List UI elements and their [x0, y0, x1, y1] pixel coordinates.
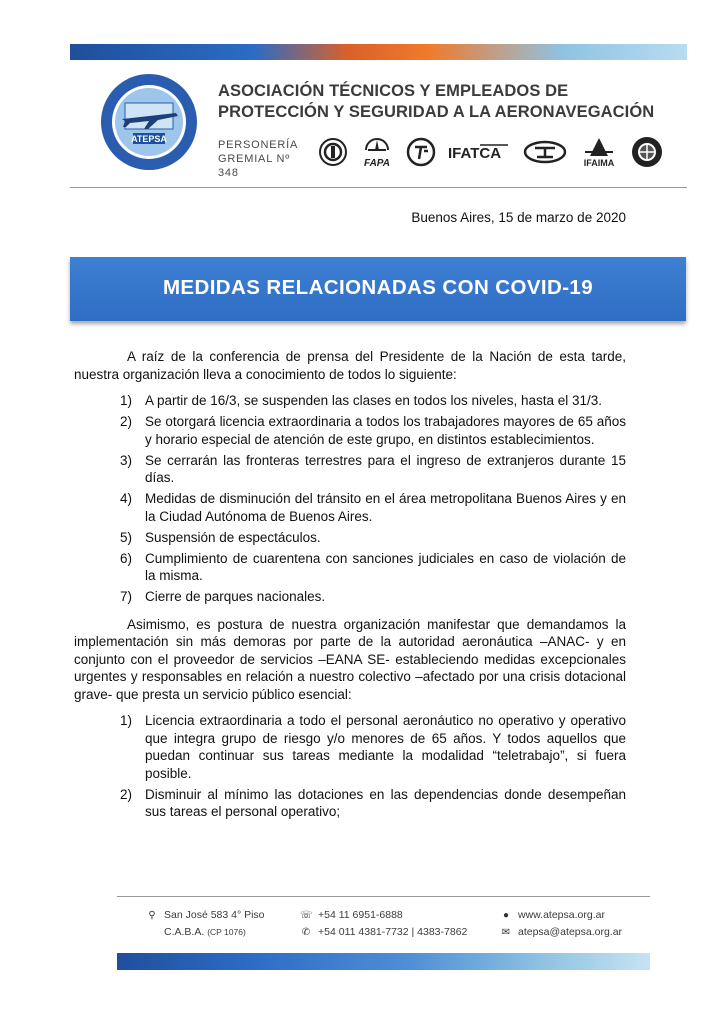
list-item: 2) Se otorgará licencia extraordinaria a todos los trabajadores mayores de 65 años y horario especial de atención de este grupo, en distintos establecimientos.	[120, 414, 626, 447]
document-body	[74, 348, 626, 824]
confederation-logo	[631, 136, 663, 168]
list-item: 6) Cumplimiento de cuarentena con sanciones judiciales en caso de violación de la misma.	[120, 550, 626, 583]
affiliation-logos	[318, 134, 663, 170]
top-color-bar	[70, 44, 687, 60]
whatsapp-icon: ☏	[300, 910, 313, 921]
bottom-color-bar	[117, 953, 650, 970]
address-line2: C.A.B.A.	[164, 926, 205, 938]
globe-icon: ●	[502, 910, 510, 921]
fapa-logo-text: FAPA	[364, 158, 391, 168]
intro-paragraph: A raíz de la conferencia de prensa del Presidente de la Nación de esta tarde, nuestra organización lleva a conocimiento de todos lo siguiente:	[74, 349, 626, 382]
header-divider	[70, 187, 687, 188]
document-title: MEDIDAS RELACIONADAS CON COVID-19	[162, 276, 594, 299]
catt-logo	[523, 140, 567, 164]
ifatca-logo-text: IFATCA	[448, 145, 502, 162]
org-name-line1: ASOCIACIÓN TÉCNICOS Y EMPLEADOS DE	[218, 82, 569, 100]
ifatca-logo	[448, 142, 510, 162]
fapa-logo	[360, 136, 394, 168]
ifaima-logo	[579, 136, 619, 168]
personeria-line2: GREMIAL Nº 348	[218, 153, 291, 179]
phone-numbers: +54 011 4381-7732 | 4383-7862	[318, 926, 468, 938]
list-item: 1) A partir de 16/3, se suspenden las clases en todos los niveles, hasta el 31/3.	[120, 393, 603, 408]
cgt-logo	[318, 137, 348, 167]
demands-list	[120, 712, 626, 821]
list-item: 1) Licencia extraordinaria a todo el personal aeronáutico no operativo y operativo que integra grupo de riesgo y/o menores de 65 años. Y todos aquellos que puedan continuar sus tareas mediante la modalidad “teletrabajo”, si fuera posible.	[120, 713, 626, 781]
personeria-gremial	[218, 138, 313, 180]
seal-text: ATEPSA	[131, 134, 167, 144]
footer-phones	[300, 907, 490, 941]
measures-list	[120, 392, 626, 606]
location-pin-icon: ⚲	[148, 910, 156, 921]
ifaima-logo-text: IFAIMA	[583, 158, 615, 168]
email-link[interactable]: atepsa@atepsa.org.ar	[518, 926, 623, 938]
email-icon: ✉	[501, 927, 511, 938]
phone-icon: ✆	[301, 927, 311, 938]
list-item: 7) Cierre de parques nacionales.	[120, 589, 326, 604]
list-item: 4) Medidas de disminución del tránsito en el área metropolitana Buenos Aires y en la Ciudad Autónoma de Buenos Aires.	[120, 491, 626, 524]
personeria-line1: PERSONERÍA	[218, 139, 299, 151]
footer-divider	[117, 896, 650, 897]
list-item: 3) Se cerrarán las fronteras terrestres para el ingreso de extranjeros durante 15 días.	[120, 452, 626, 485]
footer-contact	[500, 907, 650, 941]
address-cp: (CP 1076)	[207, 927, 246, 937]
list-item: 2) Disminuir al mínimo las dotaciones en las dependencias donde desempeñan sus tareas el personal operativo;	[120, 786, 626, 819]
organization-name	[218, 81, 678, 123]
list-item: 5) Suspensión de espectáculos.	[120, 529, 321, 545]
website-link[interactable]: www.atepsa.org.ar	[518, 909, 605, 921]
org-name-line2: PROTECCIÓN Y SEGURIDAD A LA AERONAVEGACIÓN	[218, 103, 655, 121]
document-date: Buenos Aires, 15 de marzo de 2020	[411, 210, 626, 225]
demands-paragraph: Asimismo, es postura de nuestra organización manifestar que demandamos la implementación sin más demoras por parte de la autoridad aeronáutica –ANAC- y en conjunto con el proveedor de servicios –EANA SE- estableciendo medidas excepcionales urgentes y responsables en relación a nuestro colectivo –afectado por una crisis dotacional grave- que presta un servicio público esencial:	[74, 616, 626, 702]
address-line1: San José 583 4° Piso	[164, 909, 265, 921]
atepsa-seal-logo	[100, 73, 198, 171]
whatsapp-number: +54 11 6951-6888	[318, 909, 403, 921]
itf-logo	[406, 137, 436, 167]
footer-address	[146, 907, 296, 940]
